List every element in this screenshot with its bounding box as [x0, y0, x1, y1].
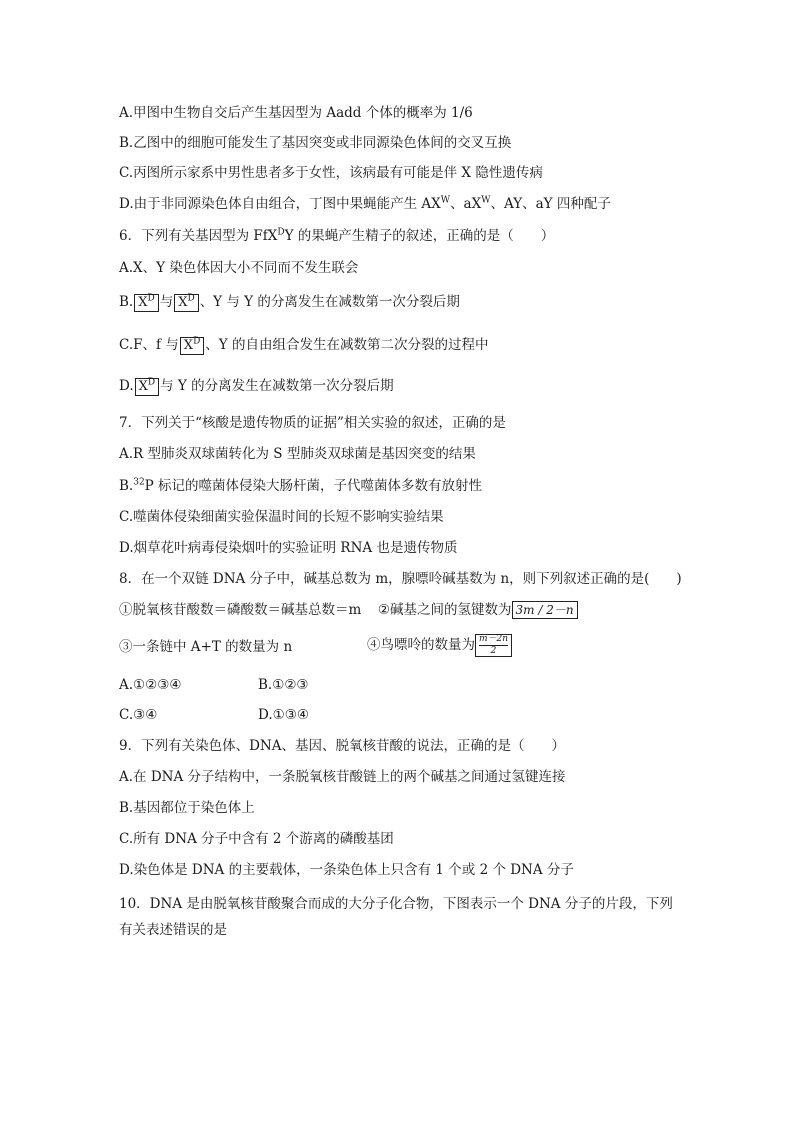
- q8-statement-4: [367, 634, 512, 657]
- guanine-fraction: [475, 634, 512, 657]
- q6-c-pre: C.F、f 与: [119, 337, 179, 353]
- xd-box: [134, 294, 158, 312]
- xd-box-sup: D: [147, 377, 156, 388]
- q5-option-b: B.乙图中的细胞可能发生了基因突变或非同源染色体间的交叉互换: [119, 135, 512, 151]
- q7-b-pre: B.: [119, 478, 134, 494]
- xd-box-sup: D: [147, 293, 155, 304]
- q6-option-c: [119, 335, 488, 355]
- q6-c-post: 、Y 的自由组合发生在减数第二次分裂的过程中: [205, 337, 489, 353]
- q6-stem-sup: D: [277, 227, 285, 238]
- q8-statement-4-pre: ④鸟嘌呤的数量为: [367, 637, 475, 653]
- q8-stem: 8．在一个双链 DNA 分子中，碱基总数为 m，腺嘌呤碱基数为 n，则下列叙述正确的是( ): [119, 571, 682, 587]
- q5-d-sup1: W: [440, 195, 451, 206]
- q5-option-c: C.丙图所示家系中男性患者多于女性，该病最有可能是伴 X 隐性遗传病: [119, 165, 543, 181]
- xd-box-sup: D: [187, 293, 195, 304]
- q6-b-mid: 与: [159, 294, 174, 310]
- xd-box-x: X: [178, 295, 188, 310]
- xd-box-x: X: [138, 295, 148, 310]
- q9-option-d: D.染色体是 DNA 的主要载体，一条染色体上只含有 1 个或 2 个 DNA 分子: [119, 862, 574, 878]
- q7-option-d: D.烟草花叶病毒侵染烟叶的实验证明 RNA 也是遗传物质: [119, 540, 458, 556]
- q7-option-b: [119, 476, 482, 496]
- q8-statement-3: ③一条链中 A+T 的数量为 n: [119, 639, 293, 655]
- q6-option-a: A.X、Y 染色体因大小不同而不发生联会: [119, 260, 359, 276]
- q6-b-label: B.: [119, 294, 134, 310]
- q5-d-pre: D.由于非同源染色体自由组合，丁图中果蝇能产生 AX: [119, 196, 441, 212]
- q8-option-b: B.①②③: [258, 677, 309, 693]
- q8-option-d: D.①③④: [258, 707, 309, 723]
- xd-box-x: X: [183, 338, 194, 353]
- xd-box-x: X: [138, 379, 148, 394]
- q6-d-post: 与 Y 的分离发生在减数第一次分裂后期: [160, 378, 394, 394]
- q7-b-sup: 32: [133, 477, 145, 488]
- q10-stem: 10．DNA 是由脱氧核苷酸聚合而成的大分子化合物，下图表示一个 DNA 分子的片段，下列有关表述错误的是: [119, 896, 673, 938]
- q6-stem-post: Y 的果蝇产生精子的叙述，正确的是（ ）: [284, 228, 555, 244]
- xd-box: [174, 294, 198, 312]
- xd-box: [180, 337, 204, 355]
- q9-stem: 9．下列有关染色体、DNA、基因、脱氧核苷酸的说法，正确的是（ ）: [119, 738, 565, 754]
- q6-option-d: [119, 376, 394, 396]
- q7-b-post: P 标记的噬菌体侵染大肠杆菌，子代噬菌体多数有放射性: [144, 478, 483, 494]
- q5-d-mid: 、aX: [450, 196, 482, 212]
- q8-option-a: A.①②③④: [119, 677, 182, 693]
- q9-option-a: A.在 DNA 分子结构中，一条脱氧核苷酸链上的两个碱基之间通过氢键连接: [119, 769, 566, 785]
- q8-statements-1-2: [119, 600, 578, 620]
- q5-d-post: 、AY、aY 四种配子: [490, 196, 611, 212]
- q6-d-label: D.: [119, 378, 134, 394]
- q9-option-b: B.基因都位于染色体上: [119, 800, 255, 816]
- q5-option-a: A.甲图中生物自交后产生基因型为 Aadd 个体的概率为 1/6: [119, 105, 473, 121]
- hydrogen-bond-expression: 3m / 2－n: [512, 601, 578, 619]
- q7-option-c: C.噬菌体侵染细菌实验保温时间的长短不影响实验结果: [119, 509, 444, 525]
- q6-option-b: [119, 292, 460, 312]
- q6-b-post: 、Y 与 Y 的分离发生在减数第一次分裂后期: [199, 294, 460, 310]
- q8-statement-1: ①脱氧核苷酸数＝磷酸数＝碱基总数＝m: [119, 602, 362, 618]
- q8-statement-2-pre: ②碱基之间的氢键数为: [377, 602, 512, 618]
- xd-box: [135, 378, 159, 396]
- fraction-numerator: m－2n: [479, 634, 509, 644]
- q6-stem: [119, 226, 554, 246]
- q6-stem-pre: 6．下列有关基因型为 FfX: [119, 228, 278, 244]
- q8-option-c: C.③④: [119, 707, 158, 723]
- q7-stem: 7．下列关于“核酸是遗传物质的证据”相关实验的叙述，正确的是: [119, 415, 506, 431]
- q7-option-a: A.R 型肺炎双球菌转化为 S 型肺炎双球菌是基因突变的结果: [119, 446, 476, 462]
- xd-box-sup: D: [193, 336, 201, 347]
- q5-d-sup2: W: [481, 195, 491, 206]
- q9-option-c: C.所有 DNA 分子中含有 2 个游离的磷酸基团: [119, 831, 394, 847]
- q5-option-d: [119, 194, 611, 214]
- fraction-denominator: 2: [490, 646, 497, 656]
